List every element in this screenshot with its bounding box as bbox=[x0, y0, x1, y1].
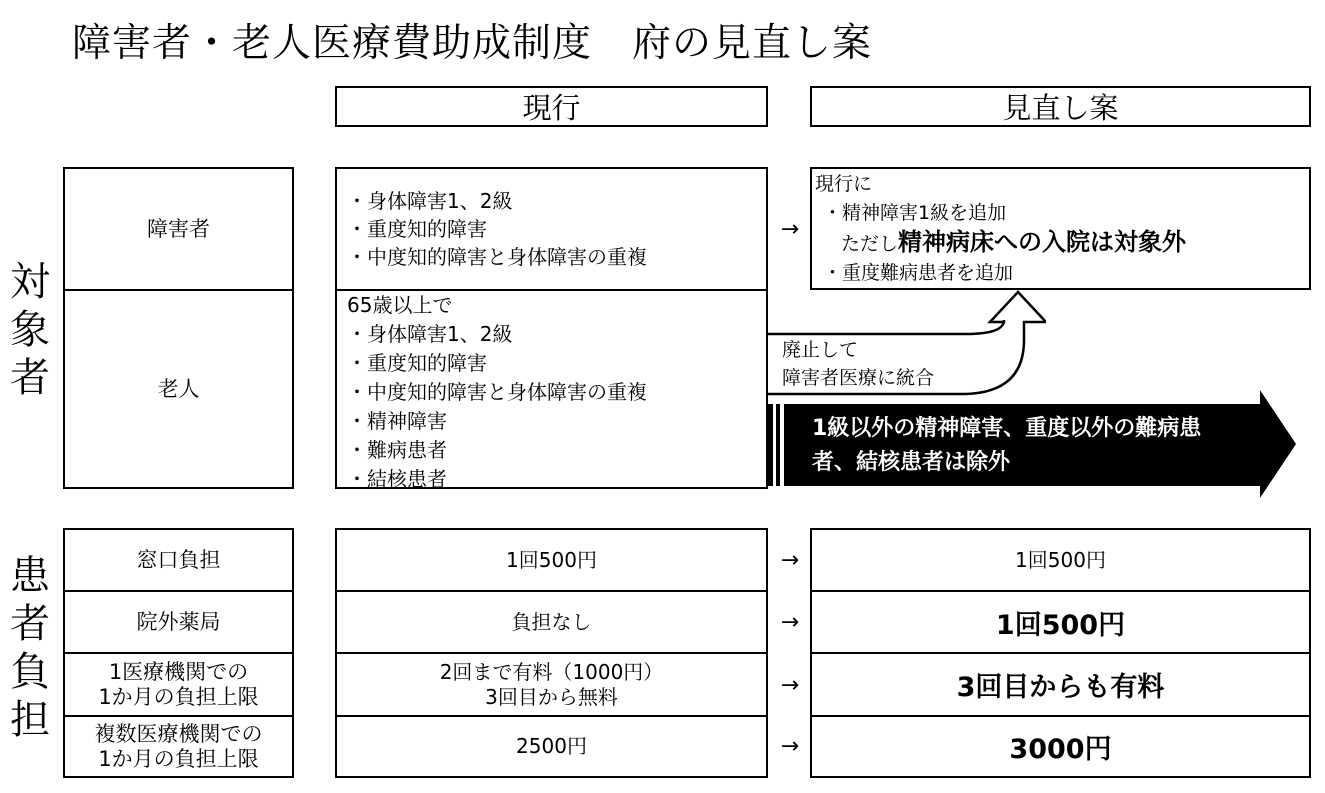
burden-revised-multiple-institutions: 3000円 bbox=[1009, 734, 1112, 765]
list-item: ・中度知的障害と身体障害の重複 bbox=[347, 245, 647, 269]
revised-line: ・重度難病患者を追加 bbox=[823, 262, 1014, 284]
burden-label-window: 窓口負担 bbox=[136, 547, 221, 572]
burden-revised-single-institution: 3回目からも有料 bbox=[956, 672, 1165, 703]
revised-prefix: ただし bbox=[841, 233, 899, 255]
list-item: ・中度知的障害と身体障害の重複 bbox=[347, 380, 647, 404]
arrow-glyph: → bbox=[780, 672, 800, 698]
list-item: ・身体障害1、2級 bbox=[347, 322, 513, 346]
burden-current-window: 1回500円 bbox=[506, 547, 597, 572]
arrow-glyph: → bbox=[780, 733, 800, 759]
list-item: ・結核患者 bbox=[347, 467, 447, 491]
arrow-glyph: → bbox=[780, 216, 800, 242]
burden-label-pharmacy: 院外薬局 bbox=[136, 609, 221, 634]
target-label-elderly: 老人 bbox=[157, 376, 200, 401]
burden-label-multiple-institutions: 複数医療機関での 1か月の負担上限 bbox=[94, 721, 263, 771]
burden-current-single-institution: 2回まで有料（1000円） 3回目から無料 bbox=[439, 659, 664, 709]
burden-label-single-institution: 1医療機関での 1か月の負担上限 bbox=[98, 659, 259, 709]
arrow-glyph: → bbox=[780, 609, 800, 635]
side-label-target: 対 象 者 bbox=[10, 259, 50, 401]
burden-current-pharmacy: 負担なし bbox=[511, 609, 592, 634]
list-item: ・身体障害1、2級 bbox=[347, 189, 513, 213]
burden-current-multiple-institutions: 2500円 bbox=[516, 734, 587, 758]
target-current-elderly-list bbox=[337, 291, 765, 494]
revised-exclusion-bold: 精神病床への入院は対象外 bbox=[898, 228, 1187, 256]
revised-line: 現行に bbox=[815, 173, 873, 195]
side-label-burden: 患 者 負 担 bbox=[10, 553, 50, 743]
burden-revised-window: 1回500円 bbox=[1015, 547, 1106, 572]
target-current-disabled-list bbox=[337, 187, 765, 271]
page-title: 障害者・老人医療費助成制度 府の見直し案 bbox=[72, 21, 873, 66]
target-revised-content bbox=[815, 170, 1309, 288]
burden-revised-pharmacy: 1回500円 bbox=[995, 609, 1126, 641]
target-label-disabled: 障害者 bbox=[147, 216, 210, 241]
column-header-current: 現行 bbox=[335, 86, 768, 127]
list-item: ・精神障害 bbox=[347, 409, 447, 433]
exclusion-text: 1級以外の精神障害、重度以外の難病患 者、結核患者は除外 bbox=[812, 416, 1202, 475]
arrow-glyph: → bbox=[780, 547, 800, 573]
list-item: ・重度知的障害 bbox=[347, 351, 487, 375]
revised-line bbox=[815, 228, 1309, 259]
revised-line: ・精神障害1級を追加 bbox=[823, 202, 1007, 224]
merge-note: 廃止して 障害者医療に統合 bbox=[782, 339, 935, 389]
column-header-revised: 見直し案 bbox=[810, 86, 1311, 127]
list-item: ・難病患者 bbox=[347, 438, 447, 462]
list-header: 65歳以上で bbox=[347, 293, 453, 317]
list-item: ・重度知的障害 bbox=[347, 217, 487, 241]
